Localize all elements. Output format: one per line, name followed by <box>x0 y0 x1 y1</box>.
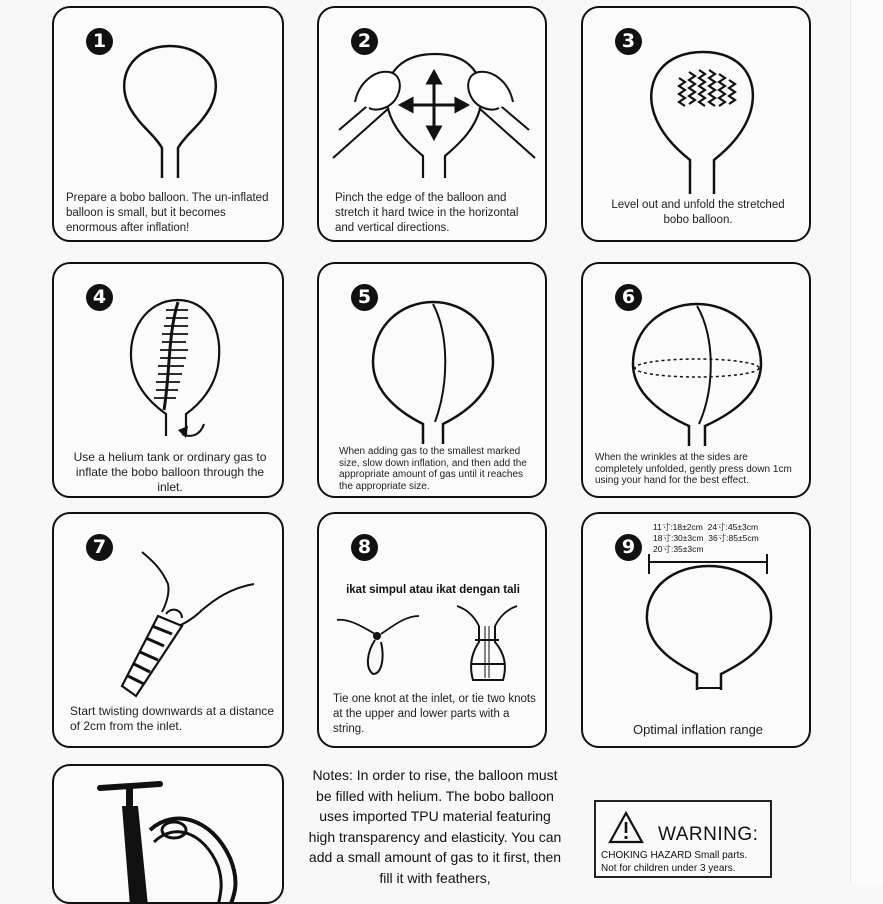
inflation-range-icon <box>583 514 811 748</box>
warning-line-2: Not for children under 3 years. <box>601 863 736 874</box>
step-8-number: 8 <box>351 534 378 561</box>
step-4-card <box>52 262 284 498</box>
size-row: 20寸:35±3cm <box>653 544 704 554</box>
hand-pump-icon <box>54 766 284 904</box>
step-1-caption: Prepare a bobo balloon. The un-inflated balloon is small, but it becomes enormous after inflation! <box>66 192 269 234</box>
step-4-number: 4 <box>86 284 113 311</box>
warning-line-1: CHOKING HAZARD Small parts. <box>601 850 748 861</box>
step-6-card <box>581 262 811 498</box>
step-8-label: ikat simpul atau ikat dengan tali <box>346 584 520 596</box>
step-9-number: 9 <box>615 534 642 561</box>
step-1-number: 1 <box>86 28 113 55</box>
step-2-caption: Pinch the edge of the balloon and stretch it hard twice in the horizontal and vertical directions. <box>335 192 519 234</box>
step-8-card <box>317 512 547 748</box>
notes-text: Notes: In order to rise, the balloon must be filled with helium. The bobo balloon uses imported TPU material featuring high transparency and elasticity. You can add a small amount of gas to it first, then fill it with feathers, <box>308 767 562 886</box>
step-2-number: 2 <box>351 28 378 55</box>
size-row: 11寸:18±2cm 24寸:45±3cm <box>653 522 759 532</box>
step-6-caption: When the wrinkles at the sides are completely unfolded, gently press down 1cm using your hand for the best effect. <box>595 452 792 486</box>
page-edge <box>850 0 883 883</box>
step-7-card <box>52 512 284 748</box>
warning-box <box>594 800 772 878</box>
step-3-number: 3 <box>615 28 642 55</box>
step-7-number: 7 <box>86 534 113 561</box>
warning-title: WARNING: <box>658 824 759 845</box>
step-9-caption: Optimal inflation range <box>632 722 764 737</box>
step-4-caption: Use a helium tank or ordinary gas to inflate the bobo balloon through the inlet. <box>73 450 267 494</box>
step-1-card <box>52 6 284 242</box>
step-8-caption: Tie one knot at the inlet, or tie two knots at the upper and lower parts with a string. <box>333 693 536 735</box>
pump-card <box>52 764 284 904</box>
step-9-card <box>581 512 811 748</box>
step-3-caption: Level out and unfold the stretched bobo balloon. <box>611 199 785 226</box>
step-7-caption: Start twisting downwards at a distance of 2cm from the inlet. <box>70 704 275 733</box>
size-row: 18寸:30±3cm 36寸:85±5cm <box>653 533 759 543</box>
step-2-card <box>317 6 547 242</box>
step-3-card <box>581 6 811 242</box>
step-5-caption: When adding gas to the smallest marked size, slow down inflation, and then add the appropriate amount of gas until it reaches the appropriate size. <box>339 446 527 492</box>
step-6-number: 6 <box>615 284 642 311</box>
step-5-card <box>317 262 547 498</box>
step-5-number: 5 <box>351 284 378 311</box>
